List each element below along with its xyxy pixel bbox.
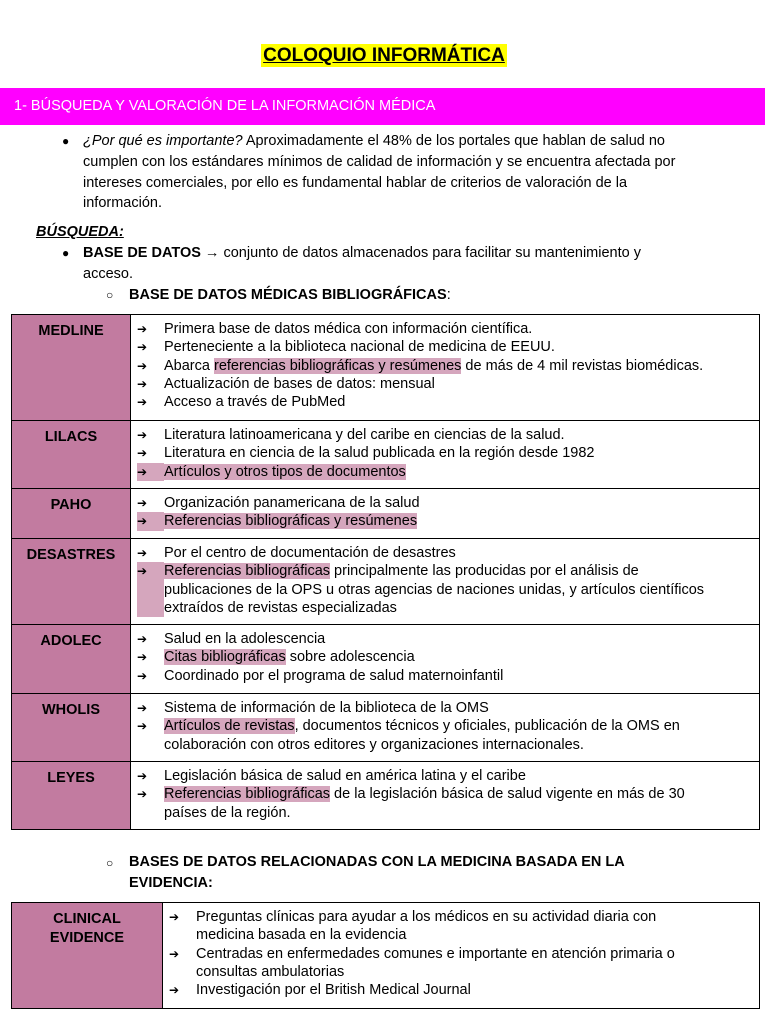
arrow-icon: ➔: [169, 946, 180, 961]
description-item: [137, 426, 757, 444]
item-text: [164, 375, 435, 393]
description-item: [169, 908, 757, 945]
item-text-part: Legislación básica de salud en américa latina y el caribe: [164, 768, 526, 784]
item-text: [164, 544, 456, 562]
item-text-part: Por el centro de documentación de desastres: [164, 545, 456, 561]
base-datos-definition: → conjunto de datos almacenados para facilitar su mantenimiento y: [200, 245, 641, 261]
arrow-icon: ➔: [137, 358, 148, 373]
highlighted-text: Artículos y otros tipos de documentos: [164, 463, 406, 480]
database-description: [163, 903, 760, 1009]
intro-line: intereses comerciales, por ello es fundamental hablar de criterios de valoración de la: [83, 174, 628, 191]
arrow-icon: ➔: [137, 340, 148, 355]
description-item: [137, 338, 757, 356]
arrow-icon: ➔: [137, 719, 148, 734]
highlighted-text: referencias bibliográficas y resúmenes: [213, 357, 462, 374]
hollow-bullet-icon: ○: [106, 856, 114, 870]
database-name: CLINICAL EVIDENCE: [12, 903, 163, 1009]
table-row: [12, 315, 760, 421]
table-row: [12, 762, 760, 830]
description-item: [137, 494, 757, 512]
item-text: [164, 630, 325, 648]
database-description: [131, 421, 760, 489]
item-text-continuation: países de la región.: [164, 804, 291, 821]
description-item: [137, 320, 757, 338]
description-item: [169, 981, 757, 999]
arrow-icon: ➔: [137, 787, 148, 802]
description-item: [137, 699, 757, 717]
base-datos-term: BASE DE DATOS: [83, 245, 201, 261]
item-text: [196, 981, 471, 999]
table-row: [12, 421, 760, 489]
database-name: WHOLIS: [12, 694, 131, 762]
page-title: COLOQUIO INFORMÁTICA: [263, 45, 505, 66]
database-description: [131, 489, 760, 539]
item-text-part: Preguntas clínicas para ayudar a los médicos en su actividad diaria con: [196, 909, 657, 925]
item-text: [164, 648, 415, 666]
item-text-part: Organización panamericana de la salud: [164, 495, 420, 511]
arrow-icon: ➔: [137, 512, 164, 530]
item-text: [164, 338, 555, 356]
item-text-part: Sistema de información de la biblioteca de la OMS: [164, 700, 489, 716]
table-row: [12, 539, 760, 625]
description-item: [137, 463, 757, 481]
item-text: [164, 562, 704, 617]
item-text: [164, 667, 503, 685]
arrow-icon: ➔: [137, 562, 164, 617]
arrow-icon: ➔: [137, 668, 148, 683]
subheading-evidencia: [129, 852, 625, 894]
arrow-icon: ➔: [137, 496, 148, 510]
description-item: [137, 393, 757, 411]
description-item: [137, 667, 757, 685]
item-text-part: de la legislación básica de salud vigente en más de 30: [330, 786, 685, 803]
title-container: [0, 45, 768, 67]
item-text-continuation: extraídos de revistas especializadas: [164, 599, 397, 616]
item-text: [164, 426, 565, 444]
item-text: [164, 767, 526, 785]
database-description: [131, 539, 760, 625]
item-text-part: Primera base de datos médica con información científica.: [164, 321, 533, 337]
database-name: PAHO: [12, 489, 131, 539]
arrow-icon: ➔: [137, 376, 148, 391]
description-item: [137, 648, 757, 666]
table-row: [12, 625, 760, 694]
item-text: [164, 512, 417, 530]
arrow-icon: ➔: [137, 632, 148, 646]
database-name: MEDLINE: [12, 315, 131, 421]
database-description: [131, 625, 760, 694]
subheading-suffix: :: [446, 287, 451, 303]
description-item: [137, 717, 757, 754]
item-text: [164, 785, 685, 822]
item-text-continuation: colaboración con otros editores y organizaciones internacionales.: [164, 736, 584, 753]
database-name: LEYES: [12, 762, 131, 830]
base-datos-paragraph: [83, 243, 641, 285]
item-text-part: Investigación por el British Medical Journal: [196, 982, 471, 999]
arrow-icon: ➔: [137, 463, 164, 481]
database-name: ADOLEC: [12, 625, 131, 694]
bullet-icon: ●: [62, 246, 70, 260]
arrow-icon: ➔: [137, 650, 148, 665]
bullet-icon: ●: [62, 134, 70, 148]
arrow-icon: ➔: [169, 910, 180, 924]
highlighted-text: Artículos de revistas: [164, 718, 295, 735]
subheading-line: EVIDENCIA:: [129, 874, 213, 891]
description-item: [137, 562, 757, 617]
item-text-part: Literatura latinoamericana y del caribe en ciencias de la salud.: [164, 427, 565, 443]
highlighted-text: Referencias bibliográficas y resúmenes: [164, 513, 418, 530]
description-item: [169, 945, 757, 982]
description-item: [137, 630, 757, 648]
intro-line: información.: [83, 195, 162, 212]
description-item: [137, 357, 757, 375]
item-text-part: Acceso a través de PubMed: [164, 394, 346, 411]
intro-question: ¿Por qué es importante?: [83, 133, 243, 149]
database-name: LILACS: [12, 421, 131, 489]
intro-line: Aproximadamente el 48% de los portales que hablan de salud no: [242, 133, 665, 149]
item-text-part: Salud en la adolescencia: [164, 631, 326, 647]
intro-line: cumplen con los estándares mínimos de calidad de información y se encuentra afectada por: [83, 153, 676, 170]
hollow-bullet-icon: ○: [106, 288, 114, 302]
item-text: [164, 444, 594, 462]
table-row: [12, 903, 760, 1009]
highlighted-text: Referencias bibliográficas: [164, 563, 331, 580]
description-item: [137, 785, 757, 822]
arrow-icon: ➔: [137, 701, 148, 715]
item-text: [164, 717, 680, 754]
description-item: [137, 375, 757, 393]
database-name: DESASTRES: [12, 539, 131, 625]
subheading-line: BASES DE DATOS RELACIONADAS CON LA MEDICINA BASADA EN LA: [129, 854, 625, 870]
highlighted-text: Referencias bibliográficas: [164, 786, 331, 803]
item-text-part: , documentos técnicos y oficiales, publicación de la OMS en: [294, 718, 680, 735]
arrow-icon: ➔: [137, 428, 148, 442]
busqueda-heading: BÚSQUEDA:: [36, 224, 124, 240]
item-text: [164, 494, 420, 512]
description-item: [137, 444, 757, 462]
item-text-part: sobre adolescencia: [285, 649, 415, 666]
item-text-part: Literatura en ciencia de la salud publicada en la región desde 1982: [164, 445, 595, 462]
item-text-part: Coordinado por el programa de salud maternoinfantil: [164, 667, 504, 684]
item-text-part: de más de 4 mil revistas biomédicas.: [461, 357, 704, 374]
intro-paragraph: [83, 131, 675, 214]
item-text-continuation: medicina basada en la evidencia: [196, 927, 407, 944]
section-header: 1- BÚSQUEDA Y VALORACIÓN DE LA INFORMACIÓN MÉDICA: [0, 88, 765, 125]
item-text-continuation: publicaciones de la OPS u otras agencias de naciones unidas, y artículos científicos: [164, 581, 705, 598]
arrow-icon: ➔: [169, 983, 180, 998]
description-item: [137, 767, 757, 785]
item-text: [164, 463, 406, 481]
item-text: [164, 393, 345, 411]
item-text-part: Centradas en enfermedades comunes e importante en atención primaria o: [196, 945, 675, 962]
item-text: [164, 357, 703, 375]
item-text-part: Perteneciente a la biblioteca nacional de medicina de EEUU.: [164, 339, 555, 356]
bibliographic-databases-table: [11, 314, 760, 830]
table-row: [12, 489, 760, 539]
database-description: [131, 762, 760, 830]
item-text: [164, 320, 532, 338]
item-text: [164, 699, 489, 717]
arrow-icon: ➔: [137, 322, 148, 336]
subheading-bibliograficas: [129, 285, 451, 306]
item-text-part: Abarca: [164, 357, 214, 374]
arrow-icon: ➔: [137, 546, 148, 560]
item-text: [196, 908, 656, 945]
item-text-continuation: consultas ambulatorias: [196, 963, 345, 980]
highlighted-text: Citas bibliográficas: [164, 649, 286, 666]
database-description: [131, 694, 760, 762]
database-description: [131, 315, 760, 421]
arrow-icon: ➔: [137, 395, 148, 410]
base-datos-definition-cont: acceso.: [83, 265, 133, 282]
table-row: [12, 694, 760, 762]
description-item: [137, 512, 757, 530]
item-text-part: principalmente las producidas por el análisis de: [330, 563, 639, 580]
item-text-part: Actualización de bases de datos: mensual: [164, 375, 435, 392]
arrow-icon: ➔: [137, 769, 148, 783]
evidence-databases-table: [11, 902, 760, 1009]
item-text: [196, 945, 675, 982]
subheading-label: BASE DE DATOS MÉDICAS BIBLIOGRÁFICAS: [129, 287, 447, 303]
description-item: [137, 544, 757, 562]
arrow-icon: ➔: [137, 446, 148, 461]
